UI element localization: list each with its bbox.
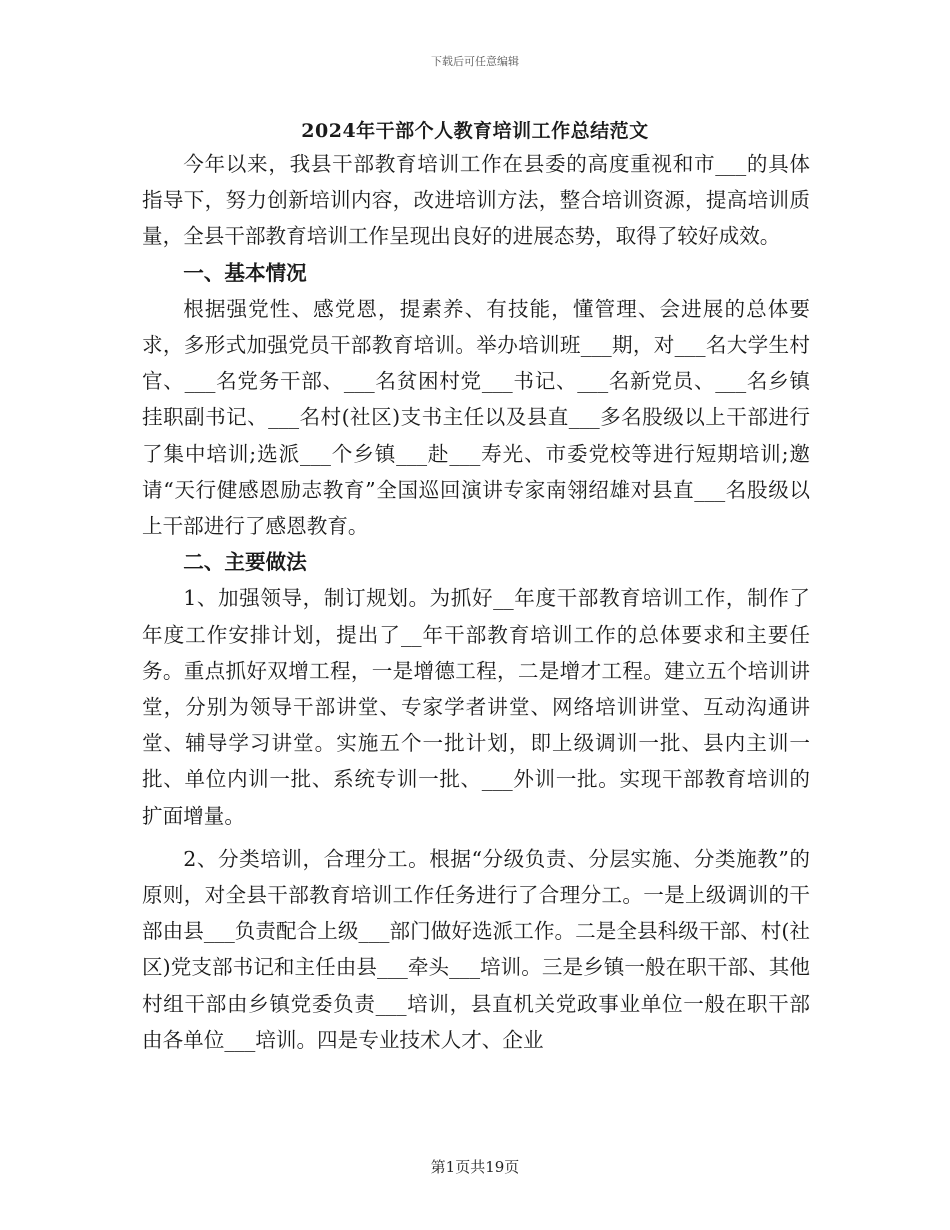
section-heading-practices: 二、主要做法 bbox=[183, 550, 307, 575]
document-title: 2024年干部个人教育培训工作总结范文 bbox=[301, 120, 649, 142]
page-number-footer: 第1页共19页 bbox=[430, 1158, 520, 1176]
header-note: 下载后可任意编辑 bbox=[431, 55, 519, 68]
section-basic-paragraph: 根据强党性、感党恩，提素养、有技能，懂管理、会进展的总体要求，多形式加强党员干部教育培训。举办培训班___期，对___名大学生村官、___名党务干部、___名贫困村党___书记、___名新党员、___名乡镇挂职副书记、___名村(社区)支书主任以及县直___多名股级以上干部进行了集中培训;选派___个乡镇___赴___寿光、市委党校等进行短期培训;邀请“天行健感恩励志教育”全国巡回演讲专家南翎绍雄对县直___名股级以上干部进行了感恩教育。 bbox=[142, 296, 810, 539]
section-heading-basic: 一、基本情况 bbox=[183, 260, 307, 285]
document-body bbox=[142, 146, 810, 1058]
intro-paragraph: 今年以来，我县干部教育培训工作在县委的高度重视和市___的具体指导下，努力创新培训内容，改进培训方法，整合培训资源，提高培训质量，全县干部教育培训工作呈现出良好的进展态势，取得了较好成效。 bbox=[142, 152, 810, 249]
practices-paragraph-2: 2、分类培训，合理分工。根据“分级负责、分层实施、分类施教”的原则，对全县干部教育培训工作任务进行了合理分工。一是上级调训的干部由县___负责配合上级___部门做好选派工作。二是全县科级干部、村(社区)党支部书记和主任由县___牵头___培训。三是乡镇一般在职干部、其他村组干部由乡镇党委负责___培训，县直机关党政事业单位一般在职干部由各单位___培训。四是专业技术人才、企业 bbox=[142, 846, 810, 1052]
practices-paragraph-1: 1、加强领导，制订规划。为抓好__年度干部教育培训工作，制作了年度工作安排计划，提出了__年干部教育培训工作的总体要求和主要任务。重点抓好双增工程，一是增德工程，二是增才工程。建立五个培训讲堂，分别为领导干部讲堂、专家学者讲堂、网络培训讲堂、互动沟通讲堂、辅导学习讲堂。实施五个一批计划，即上级调训一批、县内主训一批、单位内训一批、系统专训一批、___外训一批。实现干部教育培训的扩面增量。 bbox=[142, 586, 810, 828]
